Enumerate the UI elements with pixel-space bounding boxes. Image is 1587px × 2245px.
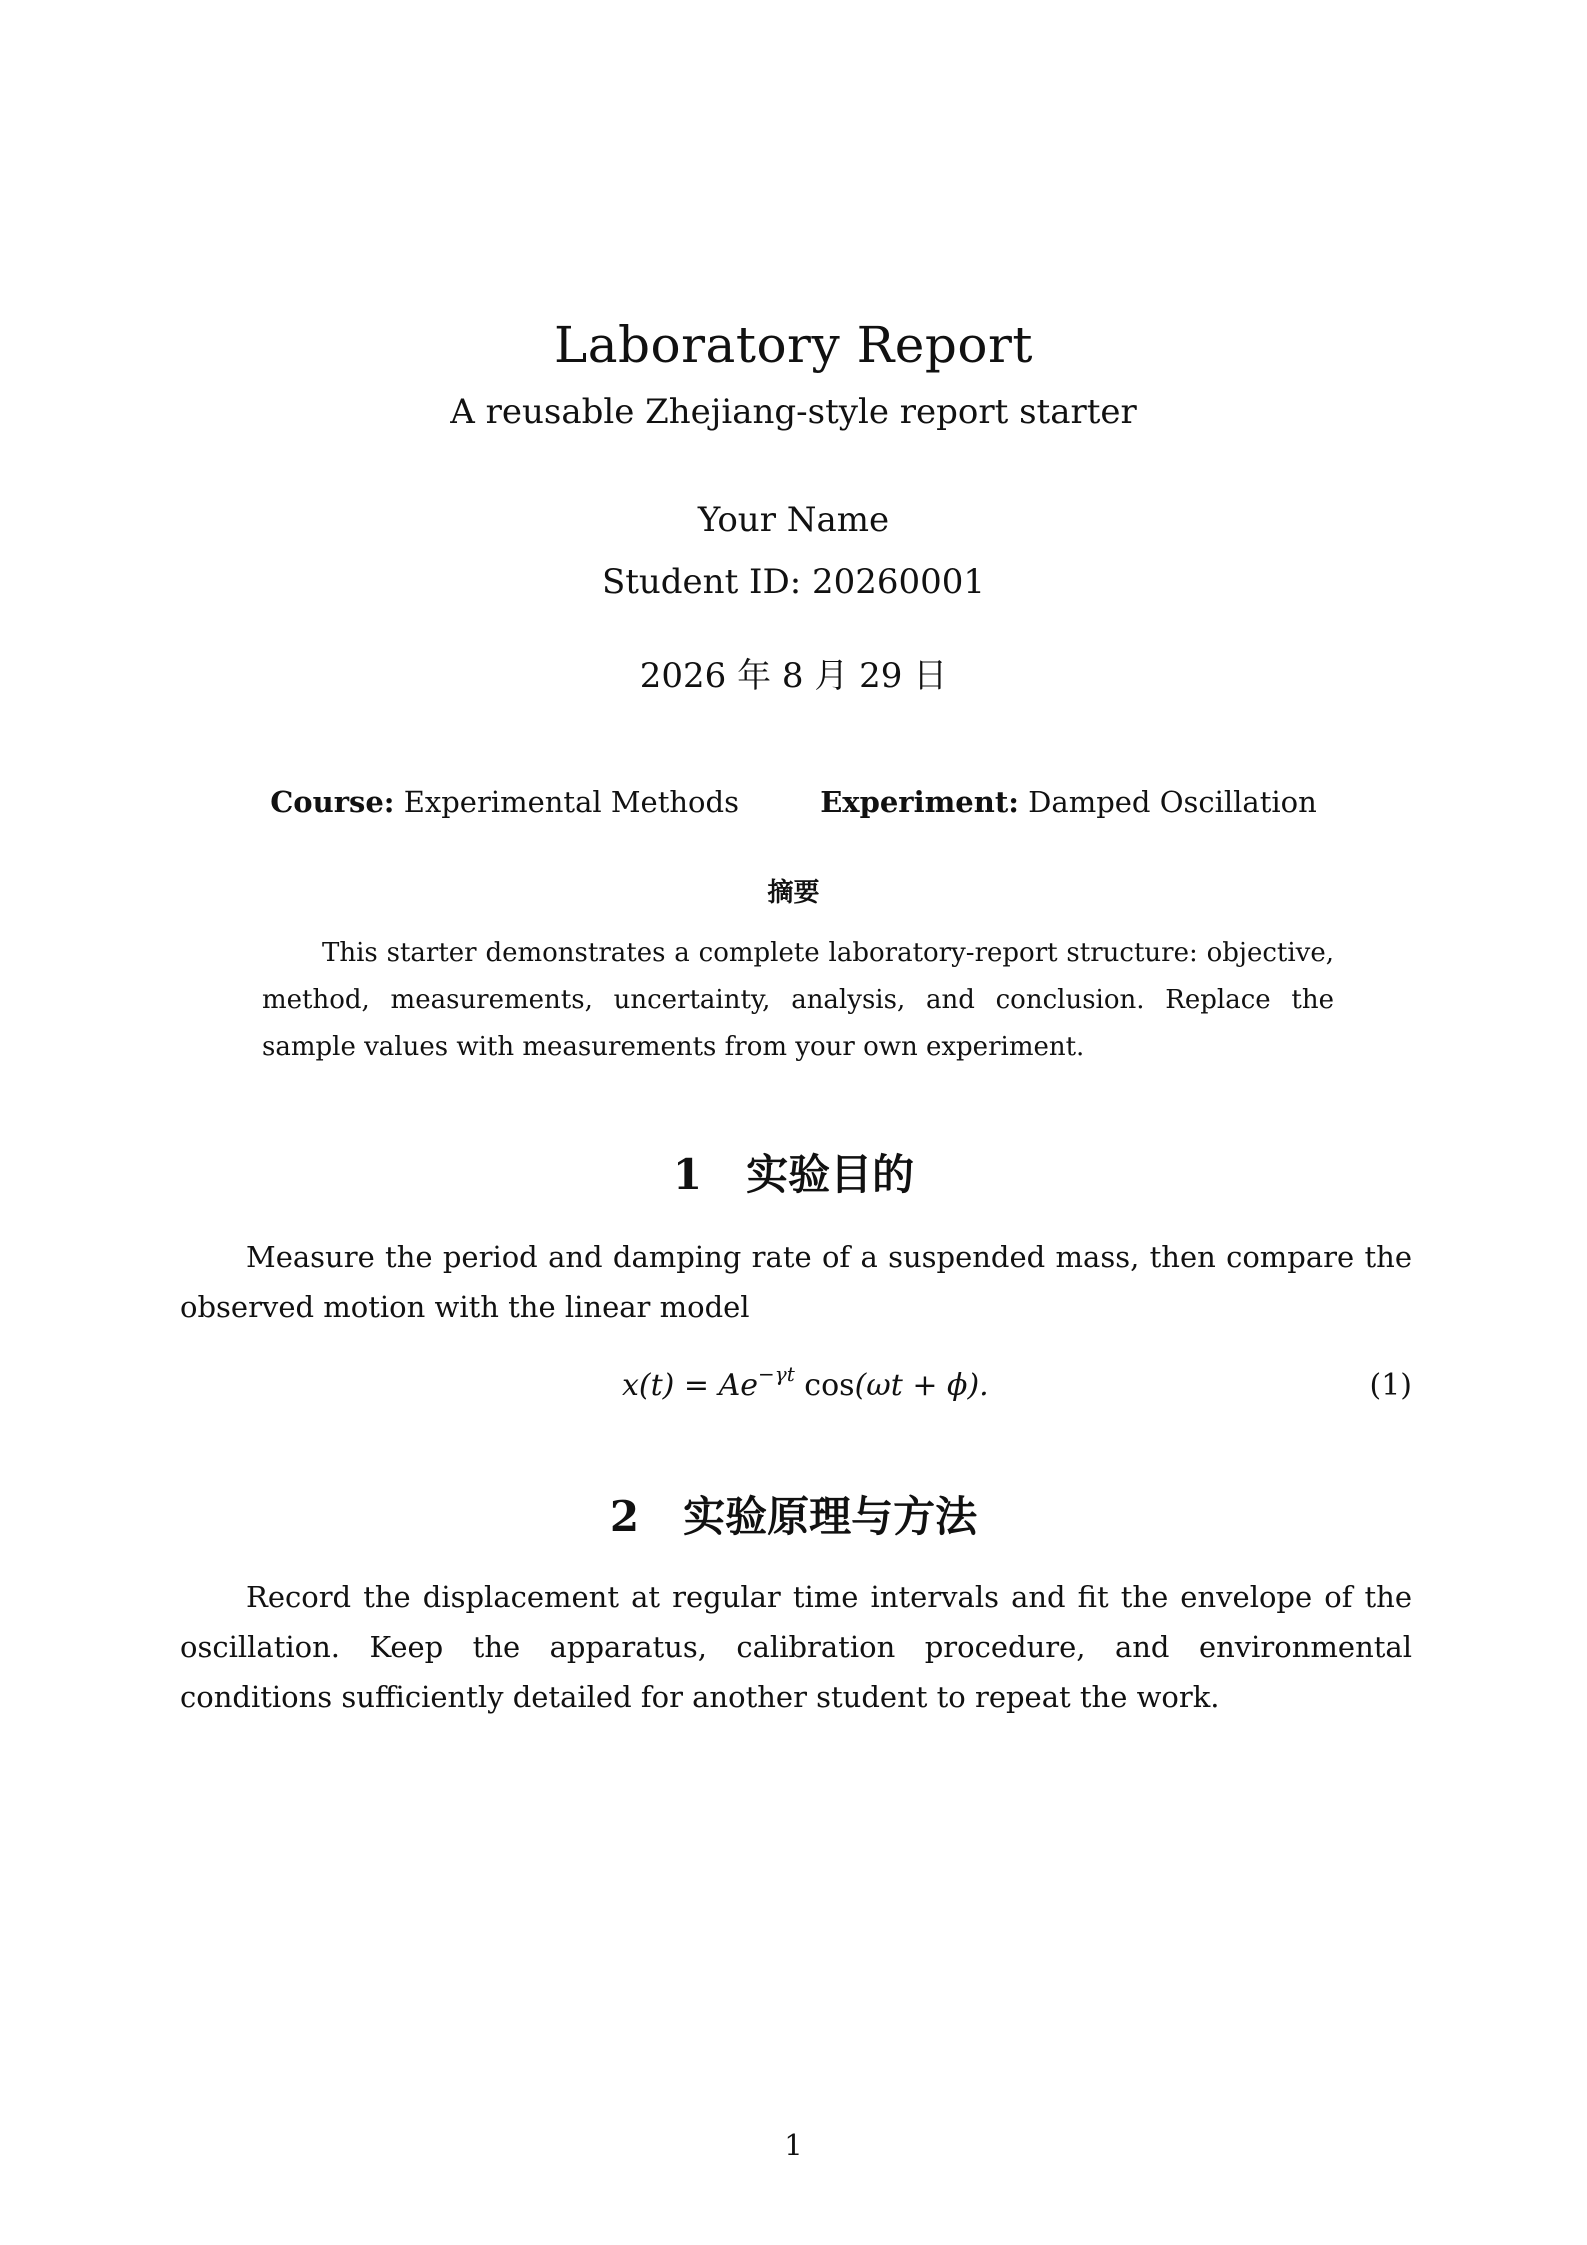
author-name: Your Name bbox=[697, 500, 890, 540]
section-2-heading bbox=[0, 1484, 1587, 1544]
report-subtitle: A reusable Zhejiang-style report starter bbox=[450, 392, 1137, 432]
experiment-label: Experiment: bbox=[820, 785, 1019, 819]
experiment-value: Damped Oscillation bbox=[1028, 785, 1317, 819]
equation-func: cos bbox=[794, 1368, 855, 1403]
experiment-info bbox=[820, 785, 1317, 819]
abstract-text: This starter demonstrates a complete laboratory-report structure: objective, method, measurements, uncertainty, analysis, and conclusion. Replace the sample values with measurements from your own experiment. bbox=[262, 938, 1334, 1062]
abstract-heading: 摘要 bbox=[767, 878, 820, 908]
equation-lhs: x(t) = Ae bbox=[622, 1368, 759, 1403]
section-2-paragraph: Record the displacement at regular time intervals and fit the envelope of the oscillation. Keep the apparatus, calibration procedure, and environmental conditions sufficiently detailed for another student to repeat the work. bbox=[180, 1580, 1412, 1714]
report-date: 2026 年 8 月 29 日 bbox=[639, 656, 948, 696]
course-value: Experimental Methods bbox=[403, 785, 739, 819]
equation-rhs: (ωt + ϕ). bbox=[854, 1368, 989, 1403]
report-title: Laboratory Report bbox=[554, 316, 1033, 374]
course-info bbox=[270, 785, 739, 819]
student-id: Student ID: 20260001 bbox=[601, 562, 986, 602]
section-1-heading bbox=[0, 1142, 1587, 1202]
section-1-paragraph: Measure the period and damping rate of a suspended mass, then compare the observed motion with the linear model bbox=[180, 1240, 1412, 1324]
equation-number: (1) bbox=[1369, 1368, 1412, 1403]
page-number: 1 bbox=[784, 2128, 803, 2162]
course-meta-line bbox=[0, 785, 1587, 819]
equation-expression bbox=[622, 1362, 989, 1403]
section-1-number: 1 bbox=[672, 1150, 703, 1199]
section-2-title: 实验原理与方法 bbox=[683, 1492, 978, 1541]
equation-exponent: −γt bbox=[758, 1362, 795, 1386]
course-label: Course: bbox=[270, 785, 395, 819]
section-1-title: 实验目的 bbox=[746, 1150, 915, 1199]
section-2-number: 2 bbox=[609, 1492, 640, 1541]
